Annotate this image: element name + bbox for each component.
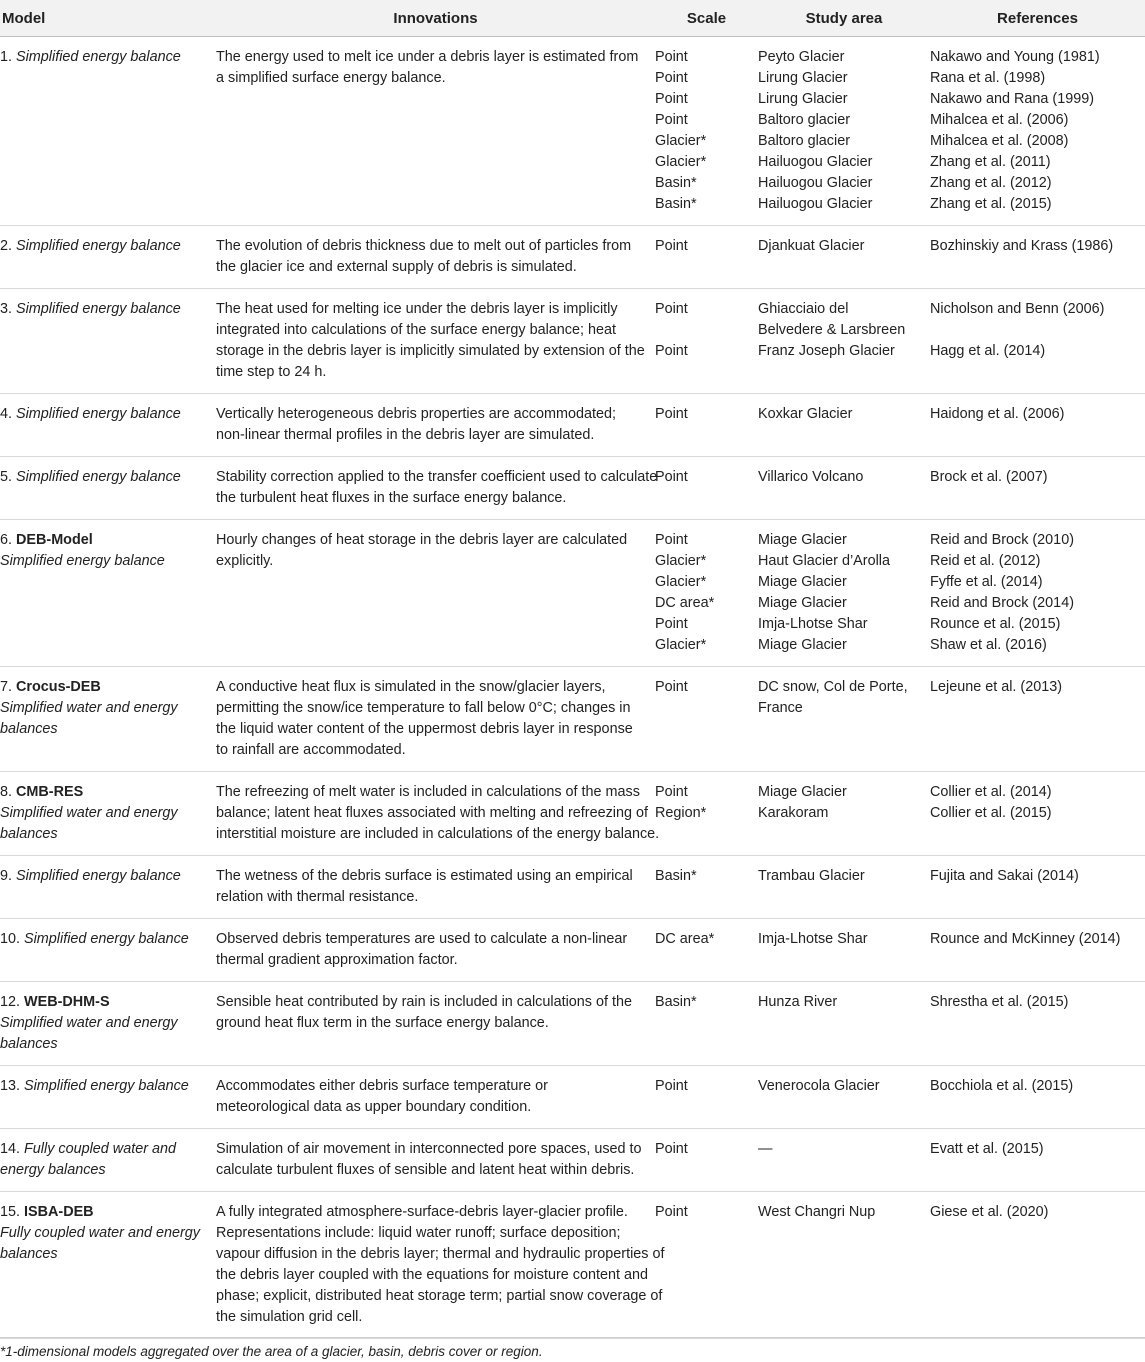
study-area-cell <box>758 289 930 394</box>
study-area-value: Franz Joseph Glacier <box>758 343 895 359</box>
scale-value <box>655 320 758 341</box>
table-body <box>0 37 1145 1339</box>
reference-value: Zhang et al. (2011) <box>930 154 1051 170</box>
innovation-line: The refreezing of melt water is included in calculations of the mass <box>216 784 640 800</box>
reference-value: Reid et al. (2012) <box>930 553 1041 569</box>
study-area-cell <box>758 1066 930 1129</box>
scale-value: Glacier* <box>655 637 707 653</box>
model-cell <box>0 394 216 457</box>
scale-value: DC area* <box>655 595 715 611</box>
innovation-cell <box>216 394 655 457</box>
scale-cell <box>655 772 758 856</box>
reference-value: Rounce et al. (2015) <box>930 616 1061 632</box>
reference-value: Nakawo and Rana (1999) <box>930 91 1094 107</box>
innovation-cell <box>216 1066 655 1129</box>
innovation-cell <box>216 1129 655 1192</box>
scale-value: Point <box>655 70 688 86</box>
scale-cell <box>655 667 758 772</box>
innovation-line: The wetness of the debris surface is estimated using an empirical <box>216 868 633 884</box>
scale-value: Glacier* <box>655 133 707 149</box>
study-area-value: Miage Glacier <box>758 532 847 548</box>
innovation-line: non-linear thermal profiles in the debris layer are simulated. <box>216 427 595 443</box>
header-study-area: Study area <box>758 0 930 37</box>
innovation-line: the debris layer coupled with the equations for moisture content and <box>216 1267 648 1283</box>
model-cell <box>0 37 216 226</box>
model-cell <box>0 982 216 1066</box>
table-row <box>0 226 1145 289</box>
innovation-line: The energy used to melt ice under a debris layer is estimated from <box>216 49 639 65</box>
innovation-line: integrated into calculations of the surface energy balance; heat <box>216 322 617 338</box>
references-cell <box>930 856 1145 919</box>
study-area-cell <box>758 226 930 289</box>
study-area-value: Hailuogou Glacier <box>758 175 873 191</box>
scale-cell <box>655 394 758 457</box>
model-type: Simplified energy balance <box>24 931 189 947</box>
study-area-cell <box>758 856 930 919</box>
reference-value: Shrestha et al. (2015) <box>930 994 1069 1010</box>
references-cell <box>930 457 1145 520</box>
model-type: Simplified energy balance <box>0 553 165 569</box>
reference-value: Zhang et al. (2015) <box>930 196 1052 212</box>
study-area-value: Miage Glacier <box>758 784 847 800</box>
bottom-rule <box>0 1337 1145 1338</box>
innovation-line: the simulation grid cell. <box>216 1309 363 1325</box>
model-type: Simplified energy balance <box>16 868 181 884</box>
innovation-line: Accommodates either debris surface temperature or <box>216 1078 548 1094</box>
header-scale: Scale <box>655 0 758 37</box>
innovation-line: thermal gradient approximation factor. <box>216 952 458 968</box>
scale-cell <box>655 37 758 226</box>
study-area-value: Haut Glacier d’Arolla <box>758 553 890 569</box>
innovation-cell <box>216 772 660 856</box>
study-area-value: Imja-Lhotse Shar <box>758 616 868 632</box>
study-area-value: Imja-Lhotse Shar <box>758 931 868 947</box>
study-area-value: Peyto Glacier <box>758 49 845 65</box>
study-area-cell <box>758 394 930 457</box>
references-cell <box>930 226 1145 289</box>
reference-value: Giese et al. (2020) <box>930 1204 1049 1220</box>
model-cell <box>0 667 216 772</box>
scale-cell <box>655 1129 758 1192</box>
study-area-cell <box>758 667 930 772</box>
innovation-line: phase; explicit, distributed heat storage term; partial snow coverage of <box>216 1288 663 1304</box>
references-cell <box>930 772 1145 856</box>
model-number: 6. <box>0 532 13 548</box>
innovation-line: The evolution of debris thickness due to melt out of particles from <box>216 238 632 254</box>
scale-value: Basin* <box>655 994 697 1010</box>
reference-value: Nicholson and Benn (2006) <box>930 301 1105 317</box>
innovation-line: A conductive heat flux is simulated in the snow/glacier layers, <box>216 679 606 695</box>
study-area-value: Lirung Glacier <box>758 70 848 86</box>
model-cell <box>0 226 216 289</box>
header-references: References <box>930 0 1145 37</box>
scale-value: Point <box>655 343 688 359</box>
model-type: Fully coupled water and energy balances <box>0 1141 177 1178</box>
table-row <box>0 919 1145 982</box>
scale-cell <box>655 856 758 919</box>
scale-cell <box>655 289 758 394</box>
model-cell <box>0 1066 216 1129</box>
model-cell <box>0 772 216 856</box>
scale-cell <box>655 226 758 289</box>
scale-value: Region* <box>655 805 707 821</box>
innovation-cell <box>216 919 655 982</box>
model-number: 10. <box>0 931 21 947</box>
scale-value: DC area* <box>655 931 715 947</box>
innovation-line: permitting the snow/ice temperature to fall below 0°C; changes in <box>216 700 631 716</box>
study-area-value: Baltoro glacier <box>758 112 850 128</box>
innovation-line: interstitial moisture are included in calculations of the energy balance. <box>216 826 660 842</box>
scale-cell <box>655 1192 758 1339</box>
scale-value: Point <box>655 238 688 254</box>
innovation-line: Sensible heat contributed by rain is included in calculations of the <box>216 994 632 1010</box>
innovation-line: explicitly. <box>216 553 274 569</box>
scale-value: Point <box>655 1204 688 1220</box>
reference-value: Collier et al. (2014) <box>930 784 1052 800</box>
references-cell <box>930 1192 1145 1339</box>
table-row <box>0 1129 1145 1192</box>
study-area-value: France <box>758 700 803 716</box>
innovation-line: ground heat flux term in the surface energy balance. <box>216 1015 549 1031</box>
scale-cell <box>655 520 758 667</box>
study-area-cell <box>758 919 930 982</box>
scale-value: Point <box>655 1141 688 1157</box>
model-type: Simplified energy balance <box>24 1078 189 1094</box>
scale-value: Point <box>655 49 688 65</box>
model-name: ISBA-DEB <box>24 1204 94 1220</box>
innovation-line: to rainfall are accommodated. <box>216 742 406 758</box>
innovation-cell <box>216 982 655 1066</box>
header-innovations: Innovations <box>216 0 655 37</box>
model-name: DEB-Model <box>16 532 93 548</box>
innovation-line: vapour diffusion in the debris layer; thermal and hydraulic properties of <box>216 1246 665 1262</box>
references-cell <box>930 37 1145 226</box>
model-type: Simplified water and energy balances <box>0 700 178 737</box>
innovation-line: Vertically heterogeneous debris properties are accommodated; <box>216 406 616 422</box>
scale-value: Point <box>655 679 688 695</box>
model-number: 1. <box>0 49 13 65</box>
innovation-line: meteorological data as upper boundary condition. <box>216 1099 532 1115</box>
model-type: Simplified energy balance <box>16 301 181 317</box>
reference-value: Lejeune et al. (2013) <box>930 679 1063 695</box>
model-number: 13. <box>0 1078 21 1094</box>
references-cell <box>930 289 1145 394</box>
model-number: 12. <box>0 994 21 1010</box>
innovation-line: A fully integrated atmosphere-surface-debris layer-glacier profile. <box>216 1204 628 1220</box>
study-area-value: Djankuat Glacier <box>758 238 865 254</box>
model-cell <box>0 457 216 520</box>
model-number: 9. <box>0 868 13 884</box>
references-cell <box>930 394 1145 457</box>
model-type: Simplified energy balance <box>16 469 181 485</box>
reference-value: Bozhinskiy and Krass (1986) <box>930 238 1114 254</box>
table-row <box>0 667 1145 772</box>
references-cell <box>930 667 1145 772</box>
header-model: Model <box>0 0 216 37</box>
table-row <box>0 289 1145 394</box>
study-area-value: Hailuogou Glacier <box>758 196 873 212</box>
scale-value: Point <box>655 91 688 107</box>
model-number: 2. <box>0 238 13 254</box>
study-area-cell <box>758 37 930 226</box>
innovation-line: calculate turbulent fluxes of sensible and latent heat within debris. <box>216 1162 635 1178</box>
innovation-cell <box>216 667 655 772</box>
table-row <box>0 982 1145 1066</box>
scale-value: Point <box>655 784 688 800</box>
innovation-line: Observed debris temperatures are used to calculate a non-linear <box>216 931 628 947</box>
study-area-value: West Changri Nup <box>758 1204 876 1220</box>
scale-value: Glacier* <box>655 553 707 569</box>
model-cell <box>0 1129 216 1192</box>
model-number: 4. <box>0 406 13 422</box>
references-cell <box>930 982 1145 1066</box>
model-number: 8. <box>0 784 13 800</box>
innovation-line: the glacier ice and external supply of debris is simulated. <box>216 259 577 275</box>
scale-value: Glacier* <box>655 574 707 590</box>
scale-value: Glacier* <box>655 154 707 170</box>
scale-value: Point <box>655 1078 688 1094</box>
innovation-line: storage in the debris layer is implicitly simulated by extension of the <box>216 343 645 359</box>
study-area-value: DC snow, Col de Porte, <box>758 679 908 695</box>
scale-value: Point <box>655 616 688 632</box>
innovation-line: The heat used for melting ice under the debris layer is implicitly <box>216 301 618 317</box>
innovation-line: the turbulent heat fluxes in the surface energy balance. <box>216 490 567 506</box>
model-number: 5. <box>0 469 13 485</box>
innovation-line: a simplified surface energy balance. <box>216 70 446 86</box>
innovation-cell <box>216 1192 665 1339</box>
innovation-cell <box>216 520 655 667</box>
reference-value: Brock et al. (2007) <box>930 469 1048 485</box>
reference-value: Rounce and McKinney (2014) <box>930 931 1121 947</box>
reference-value: Reid and Brock (2010) <box>930 532 1074 548</box>
innovation-cell <box>216 37 655 226</box>
scale-value: Basin* <box>655 196 697 212</box>
model-name: Crocus-DEB <box>16 679 101 695</box>
model-name: WEB-DHM-S <box>24 994 110 1010</box>
reference-value: Fyffe et al. (2014) <box>930 574 1043 590</box>
innovation-cell <box>216 457 658 520</box>
references-cell <box>930 1066 1145 1129</box>
reference-value: Bocchiola et al. (2015) <box>930 1078 1074 1094</box>
model-cell <box>0 856 216 919</box>
model-number: 7. <box>0 679 13 695</box>
model-number: 15. <box>0 1204 21 1220</box>
innovation-cell <box>216 226 655 289</box>
scale-cell <box>655 919 758 982</box>
table-row <box>0 856 1145 919</box>
reference-value: Shaw et al. (2016) <box>930 637 1047 653</box>
table-row <box>0 394 1145 457</box>
table-row <box>0 1192 1145 1339</box>
references-cell <box>930 520 1145 667</box>
model-type: Fully coupled water and energy balances <box>0 1225 200 1262</box>
innovation-line: relation with thermal resistance. <box>216 889 419 905</box>
table-footnote: *1-dimensional models aggregated over the area of a glacier, basin, debris cover or region. <box>0 1344 543 1359</box>
references-cell <box>930 919 1145 982</box>
scale-value: Point <box>655 469 688 485</box>
study-area-value: Belvedere & Larsbreen <box>758 322 906 338</box>
study-area-value: Hailuogou Glacier <box>758 154 873 170</box>
study-area-value: Villarico Volcano <box>758 469 864 485</box>
model-cell <box>0 289 216 394</box>
study-area-value: Miage Glacier <box>758 574 847 590</box>
reference-value: Collier et al. (2015) <box>930 805 1052 821</box>
study-area-value: Baltoro glacier <box>758 133 850 149</box>
scale-cell <box>655 1066 758 1129</box>
scale-value: Point <box>655 112 688 128</box>
table-row <box>0 520 1145 667</box>
innovation-line: the liquid water content of the uppermost debris layer in response <box>216 721 633 737</box>
study-area-value: Karakoram <box>758 805 829 821</box>
model-type: Simplified water and energy balances <box>0 805 178 842</box>
model-type: Simplified energy balance <box>16 49 181 65</box>
table-row <box>0 457 1145 520</box>
header-row <box>0 0 1145 37</box>
scale-value: Point <box>655 406 688 422</box>
model-cell <box>0 1192 216 1339</box>
model-name: CMB-RES <box>16 784 84 800</box>
scale-value: Point <box>655 532 688 548</box>
scale-cell <box>655 457 758 520</box>
study-area-cell <box>758 457 930 520</box>
innovation-line: Simulation of air movement in interconnected pore spaces, used to <box>216 1141 642 1157</box>
model-type: Simplified energy balance <box>16 406 181 422</box>
study-area-value: Koxkar Glacier <box>758 406 853 422</box>
table-row <box>0 1066 1145 1129</box>
innovation-cell <box>216 856 655 919</box>
study-area-value: — <box>758 1141 773 1157</box>
scale-value: Basin* <box>655 175 697 191</box>
reference-value: Reid and Brock (2014) <box>930 595 1074 611</box>
study-area-cell <box>758 772 930 856</box>
reference-value: Mihalcea et al. (2008) <box>930 133 1069 149</box>
table-row <box>0 772 1145 856</box>
reference-value: Evatt et al. (2015) <box>930 1141 1044 1157</box>
study-area-cell <box>758 1129 930 1192</box>
model-type: Simplified energy balance <box>16 238 181 254</box>
study-area-value: Trambau Glacier <box>758 868 865 884</box>
reference-value: Fujita and Sakai (2014) <box>930 868 1079 884</box>
model-number: 3. <box>0 301 13 317</box>
study-area-cell <box>758 520 930 667</box>
reference-value: Nakawo and Young (1981) <box>930 49 1100 65</box>
study-area-cell <box>758 1192 930 1339</box>
study-area-cell <box>758 982 930 1066</box>
model-number: 14. <box>0 1141 21 1157</box>
reference-value: Mihalcea et al. (2006) <box>930 112 1069 128</box>
reference-value <box>930 320 1145 341</box>
innovation-line: Representations include: liquid water runoff; surface deposition; <box>216 1225 621 1241</box>
reference-value: Rana et al. (1998) <box>930 70 1046 86</box>
innovation-line: Stability correction applied to the transfer coefficient used to calculate <box>216 469 658 485</box>
reference-value: Haidong et al. (2006) <box>930 406 1065 422</box>
innovation-line: Hourly changes of heat storage in the debris layer are calculated <box>216 532 628 548</box>
innovation-cell <box>216 289 655 394</box>
references-cell <box>930 1129 1145 1192</box>
study-area-value: Miage Glacier <box>758 637 847 653</box>
study-area-value: Ghiacciaio del <box>758 301 849 317</box>
study-area-value: Lirung Glacier <box>758 91 848 107</box>
innovation-line: time step to 24 h. <box>216 364 327 380</box>
model-cell <box>0 520 216 667</box>
study-area-value: Miage Glacier <box>758 595 847 611</box>
scale-cell <box>655 982 758 1066</box>
study-area-value: Hunza River <box>758 994 838 1010</box>
study-area-value: Venerocola Glacier <box>758 1078 880 1094</box>
reference-value: Hagg et al. (2014) <box>930 343 1046 359</box>
model-type: Simplified water and energy balances <box>0 1015 178 1052</box>
model-cell <box>0 919 216 982</box>
table-row <box>0 37 1145 226</box>
scale-value: Point <box>655 301 688 317</box>
scale-value: Basin* <box>655 868 697 884</box>
innovation-line: balance; latent heat fluxes associated with melting and refreezing of <box>216 805 648 821</box>
reference-value: Zhang et al. (2012) <box>930 175 1052 191</box>
